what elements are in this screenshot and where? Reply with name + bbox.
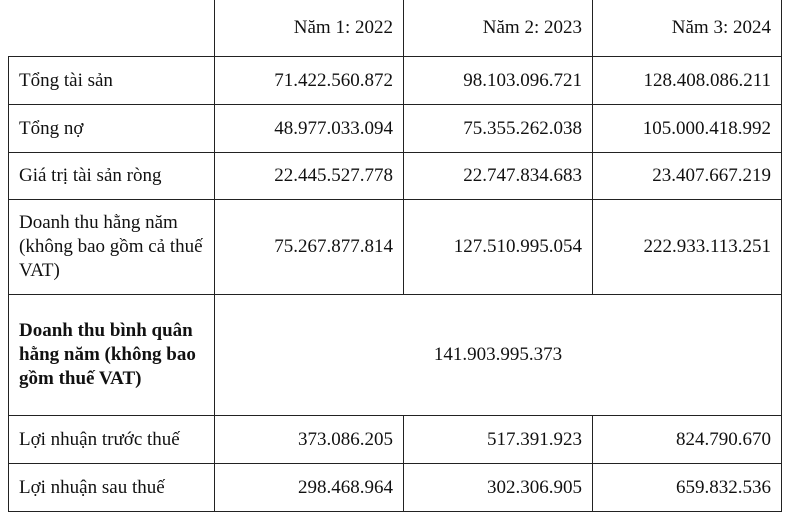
table-cell: 22.445.527.778 [215, 153, 404, 200]
table-cell: 98.103.096.721 [404, 57, 593, 105]
table-cell: 298.468.964 [215, 464, 404, 512]
table-cell: 127.510.995.054 [404, 200, 593, 295]
row-label: Doanh thu bình quân hằng năm (không bao gồm thuế VAT) [9, 295, 215, 416]
table-cell: 824.790.670 [593, 416, 782, 464]
table-cell: 659.832.536 [593, 464, 782, 512]
table-cell: 105.000.418.992 [593, 105, 782, 153]
table-cell: 302.306.905 [404, 464, 593, 512]
row-label: Tổng tài sản [9, 57, 215, 105]
column-header: Năm 3: 2024 [593, 0, 782, 57]
table-cell: 517.391.923 [404, 416, 593, 464]
column-header: Năm 2: 2023 [404, 0, 593, 57]
table-cell: 222.933.113.251 [593, 200, 782, 295]
financial-table [8, 0, 782, 512]
table-cell: 373.086.205 [215, 416, 404, 464]
header-row [9, 0, 782, 57]
table-row [9, 416, 782, 464]
table-row [9, 57, 782, 105]
table-row [9, 464, 782, 512]
corner-cell [9, 0, 215, 57]
merged-cell: 141.903.995.373 [215, 295, 782, 416]
row-label: Tổng nợ [9, 105, 215, 153]
row-label: Doanh thu hằng năm (không bao gồm cả thuế VAT) [9, 200, 215, 295]
table-cell: 48.977.033.094 [215, 105, 404, 153]
table-cell: 75.267.877.814 [215, 200, 404, 295]
table-cell: 71.422.560.872 [215, 57, 404, 105]
table-row [9, 105, 782, 153]
row-label: Giá trị tài sản ròng [9, 153, 215, 200]
table-row [9, 295, 782, 416]
table-cell: 23.407.667.219 [593, 153, 782, 200]
table-row [9, 200, 782, 295]
row-label: Lợi nhuận trước thuế [9, 416, 215, 464]
column-header: Năm 1: 2022 [215, 0, 404, 57]
table-cell: 75.355.262.038 [404, 105, 593, 153]
row-label: Lợi nhuận sau thuế [9, 464, 215, 512]
table-cell: 22.747.834.683 [404, 153, 593, 200]
table-row [9, 153, 782, 200]
table-cell: 128.408.086.211 [593, 57, 782, 105]
